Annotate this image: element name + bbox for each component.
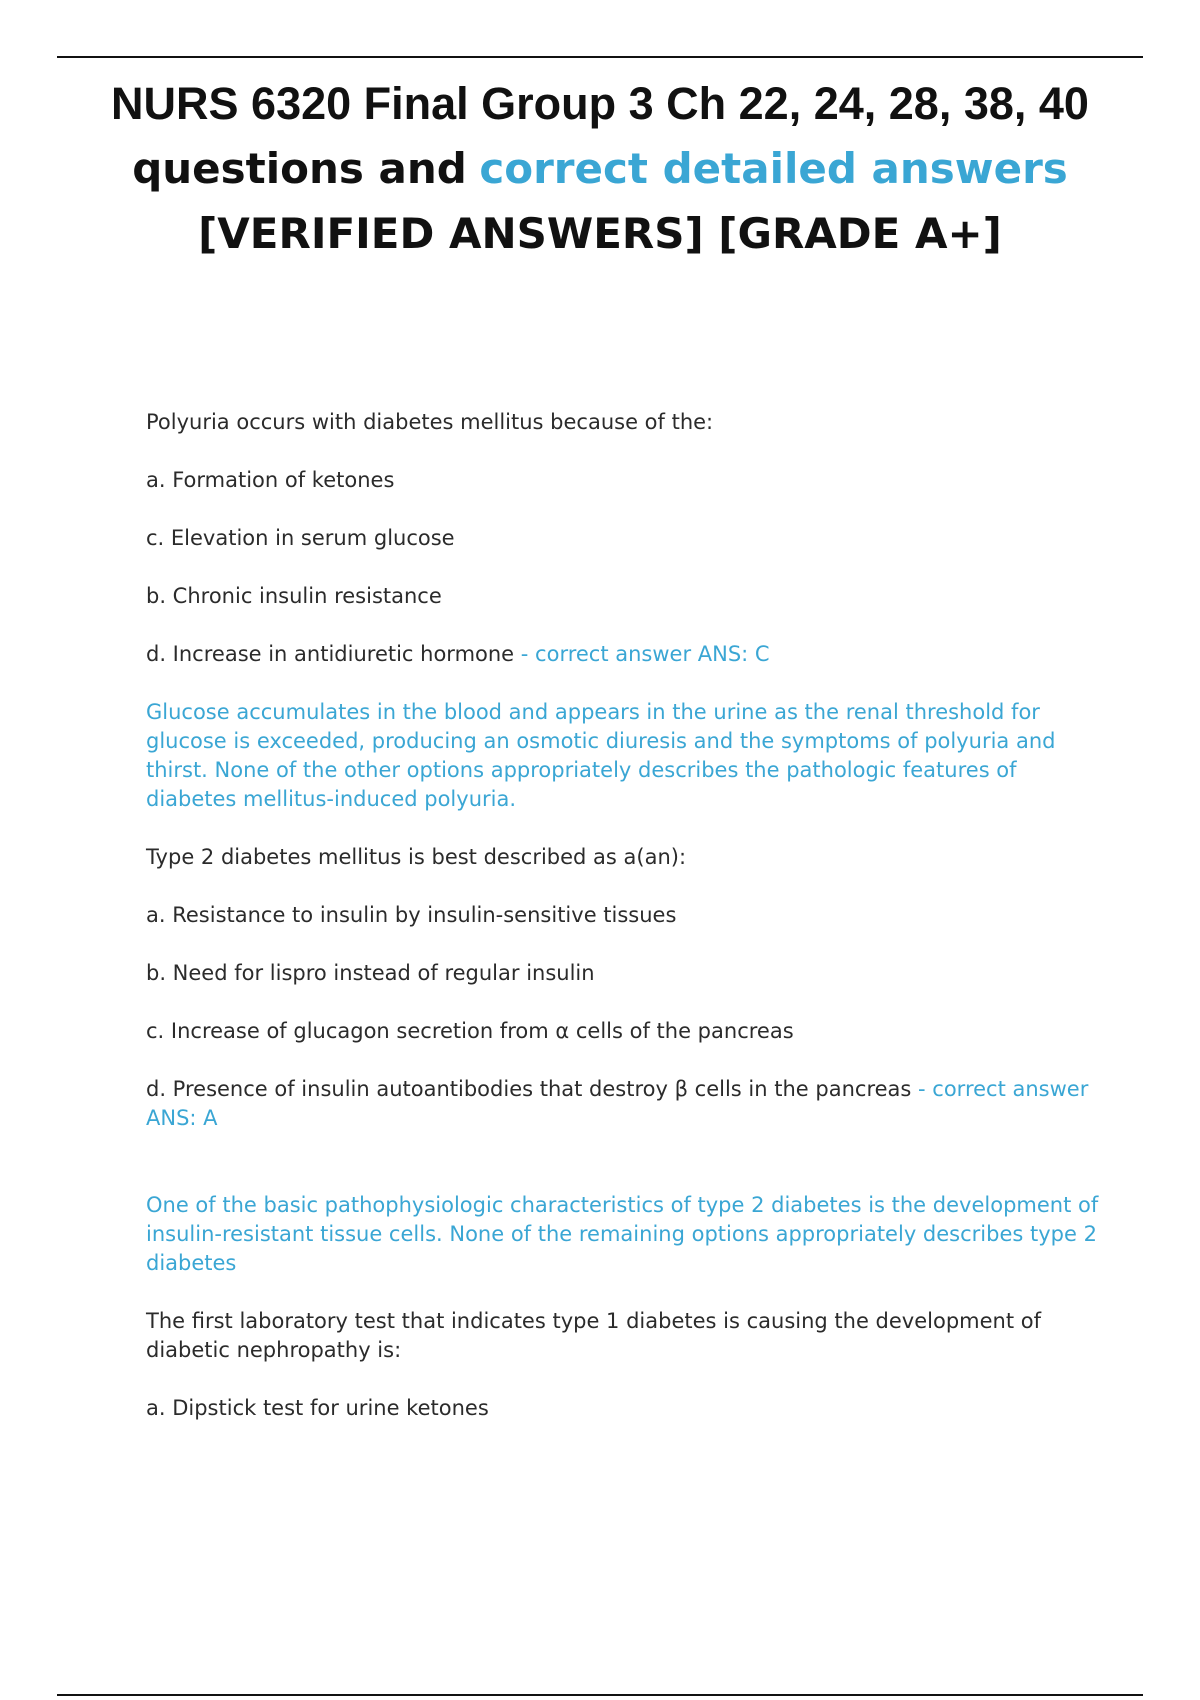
question-2-stem: Type 2 diabetes mellitus is best described as a(an):	[146, 845, 687, 869]
question-2-option: c. Increase of glucagon secretion from α cells of the pancreas	[146, 1019, 794, 1043]
top-rule	[57, 56, 1143, 58]
bottom-rule	[57, 1694, 1143, 1696]
question-1-explanation: Glucose accumulates in the blood and appears in the urine as the renal threshold for glucose is exceeded, producing an osmotic diuresis and the symptoms of polyuria and thirst. None of the other options appropriately describes the pathologic features of diabetes mellitus-induced polyuria.	[146, 700, 1056, 811]
title-part-1: NURS 6320 Final Group 3 Ch 22, 24, 28, 38, 40	[111, 78, 1089, 129]
question-2-option: b. Need for lispro instead of regular insulin	[146, 961, 595, 985]
question-1-option: a. Formation of ketones	[146, 468, 395, 492]
document-title	[100, 72, 1100, 266]
question-1-last-option-line	[146, 640, 1106, 669]
question-1-option: b. Chronic insulin resistance	[146, 584, 442, 608]
question-3-stem: The first laboratory test that indicates type 1 diabetes is causing the development of diabetic nephropathy is:	[146, 1309, 1041, 1362]
title-highlight: correct detailed answers	[479, 144, 1068, 193]
question-2-answer: - correct answer ANS: A	[146, 1077, 1089, 1130]
question-1-stem: Polyuria occurs with diabetes mellitus because of the:	[146, 410, 714, 434]
title-part-2: questions and	[132, 144, 467, 193]
document-body	[146, 408, 1106, 1423]
question-1-answer: - correct answer ANS: C	[520, 642, 770, 666]
question-2-last-option-line	[146, 1075, 1106, 1133]
question-2-explanation: One of the basic pathophysiologic characteristics of type 2 diabetes is the development of insulin-resistant tissue cells. None of the remaining options appropriately describes type 2 diabetes	[146, 1193, 1099, 1275]
question-1-option: d. Increase in antidiuretic hormone	[146, 642, 515, 666]
title-part-3: [VERIFIED ANSWERS] [GRADE A+]	[198, 209, 1002, 258]
question-2-option: d. Presence of insulin autoantibodies that destroy β cells in the pancreas	[146, 1077, 912, 1101]
question-3-option: a. Dipstick test for urine ketones	[146, 1396, 489, 1420]
question-2-option: a. Resistance to insulin by insulin-sensitive tissues	[146, 903, 677, 927]
question-1-option: c. Elevation in serum glucose	[146, 526, 455, 550]
